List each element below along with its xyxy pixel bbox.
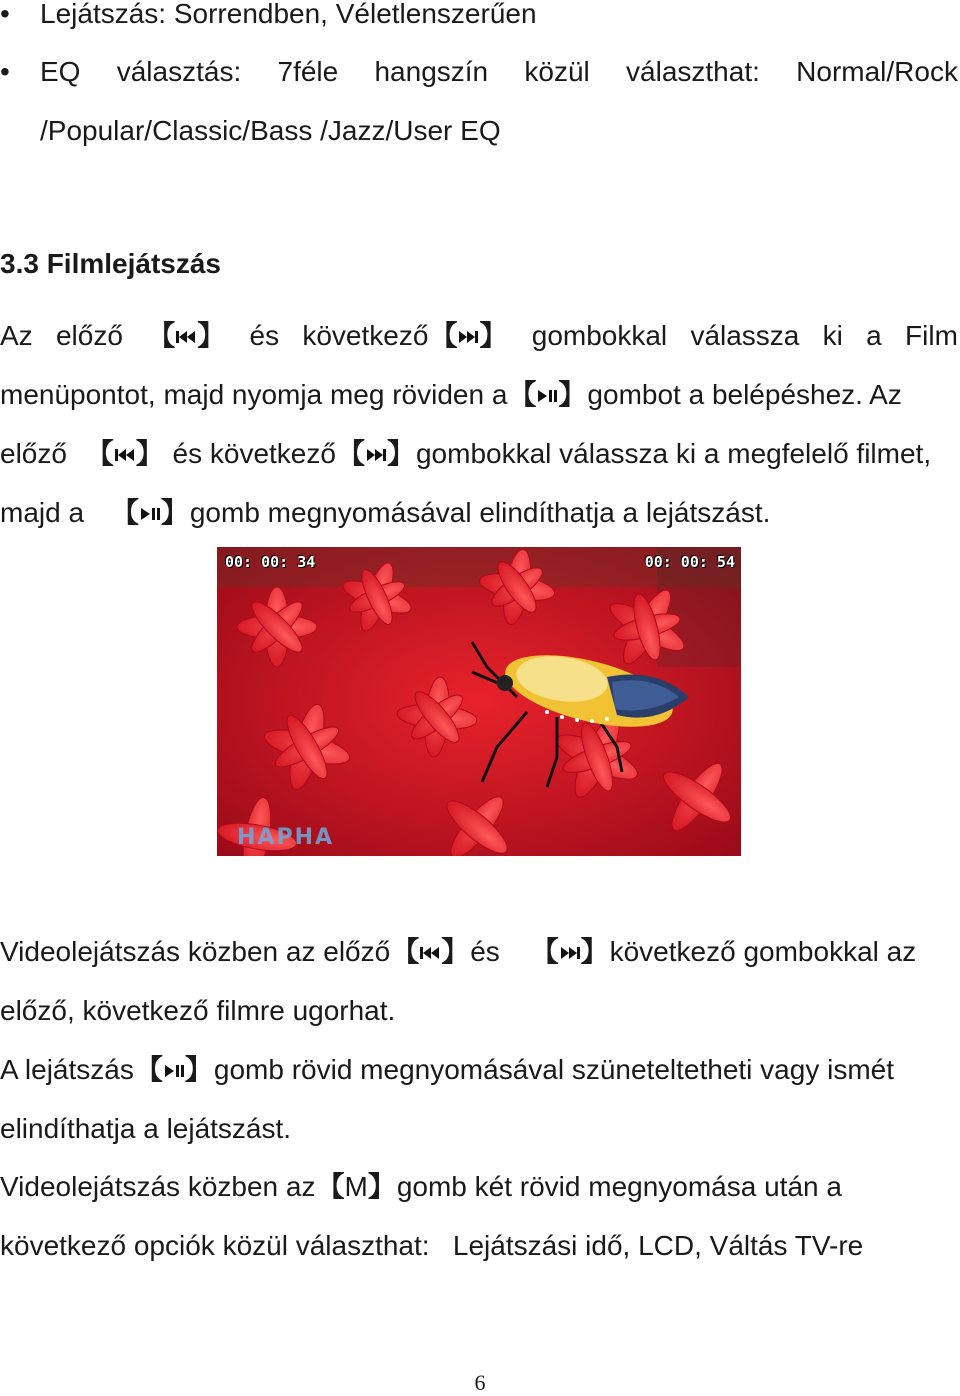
next-button-ref: 【 】: [530, 936, 609, 967]
play-pause-icon: [536, 387, 558, 405]
elapsed-time: 00: 00: 34: [225, 553, 316, 571]
next-button-ref: 【 】: [429, 320, 508, 351]
word: a: [866, 320, 882, 351]
word: Az: [0, 320, 33, 351]
previous-icon: [175, 328, 197, 346]
word: előző: [55, 320, 123, 351]
word: 7féle: [277, 56, 339, 87]
prev-button-ref: 【 】: [147, 320, 226, 351]
text: gombot a belépéshez. Az: [587, 379, 902, 410]
text: előző: [0, 438, 67, 469]
text: és: [470, 936, 500, 967]
text: A lejátszás: [0, 1054, 134, 1085]
word: válassza: [690, 320, 800, 351]
play-pause-button-ref: 【 】: [134, 1054, 213, 1085]
word: hangszín: [374, 56, 489, 87]
text: és következő: [172, 438, 336, 469]
paragraph2-line4: elindíthatja a lejátszást.: [0, 1113, 292, 1144]
bullet-eq-text: [40, 55, 958, 89]
next-group: [302, 319, 508, 353]
play-pause-icon: [163, 1062, 185, 1080]
bullet-dot: •: [0, 56, 10, 87]
text: gomb megnyomásával elindíthatja a lejátszást.: [189, 497, 771, 528]
text: Videolejátszás közben az előző: [0, 936, 391, 967]
play-pause-button-ref: 【 】: [508, 379, 587, 410]
play-pause-button-ref: 【 】: [110, 497, 189, 528]
watermark-logo: HAPHA: [237, 825, 335, 850]
text: menüpontot, majd nyomja meg röviden a: [0, 379, 508, 410]
bullet-eq-continuation: /Popular/Classic/Bass /Jazz/User EQ: [40, 115, 501, 146]
text: gomb rövid megnyomásával szüneteltetheti vagy ismét: [213, 1054, 894, 1085]
word: ki: [822, 320, 843, 351]
paragraph1-line4: [0, 496, 770, 530]
text: gombokkal válassza ki a megfelelő filmet,: [415, 438, 932, 469]
prev-button-ref: 【 】: [391, 936, 470, 967]
paragraph2-line5: [0, 1170, 842, 1204]
previous-icon: [114, 446, 136, 464]
next-icon: [559, 944, 581, 962]
paragraph2-line6: következő opciók közül választhat: Lejátszási idő, LCD, Váltás TV-re: [0, 1230, 864, 1261]
paragraph2-line2: előző, következő filmre ugorhat.: [0, 995, 396, 1026]
text: gomb két rövid megnyomása után a: [396, 1171, 842, 1202]
next-icon: [365, 446, 387, 464]
paragraph1-line2: [0, 378, 902, 412]
paragraph2-line1: [0, 935, 916, 969]
paragraph1-line1: [0, 319, 958, 353]
bullet-text: Lejátszás: Sorrendben, Véletlenszerűen: [40, 0, 537, 29]
section-heading: 3.3 Filmlejátszás: [0, 248, 222, 279]
play-pause-icon: [139, 505, 161, 523]
word: Normal/Rock: [796, 56, 958, 87]
video-screenshot-image: [217, 547, 741, 856]
text: Videolejátszás közben az: [0, 1171, 316, 1202]
word: gombokkal: [531, 320, 668, 351]
next-button-ref: 【 】: [336, 438, 415, 469]
next-icon: [457, 328, 479, 346]
paragraph2-line3: [0, 1053, 894, 1087]
prev-button-ref: 【 】: [85, 438, 164, 469]
menu-button-label: M: [344, 1171, 368, 1202]
word: közül: [524, 56, 590, 87]
word: választás:: [116, 56, 242, 87]
word: Film: [905, 320, 958, 351]
text: majd a: [0, 497, 85, 528]
bullet-dot: •: [0, 0, 10, 29]
total-time: 00: 00: 54: [644, 553, 735, 571]
word: következő: [302, 320, 429, 351]
menu-button-ref: 【 M 】: [316, 1171, 396, 1202]
text: következő gombokkal az: [609, 936, 917, 967]
word: EQ: [40, 56, 81, 87]
page-number: 6: [474, 1370, 486, 1395]
previous-icon: [419, 944, 441, 962]
word: választhat:: [626, 56, 760, 87]
word: és: [249, 320, 280, 351]
red-flowers-with-bug-photo-icon: [217, 547, 741, 856]
paragraph1-line3: [0, 437, 931, 471]
